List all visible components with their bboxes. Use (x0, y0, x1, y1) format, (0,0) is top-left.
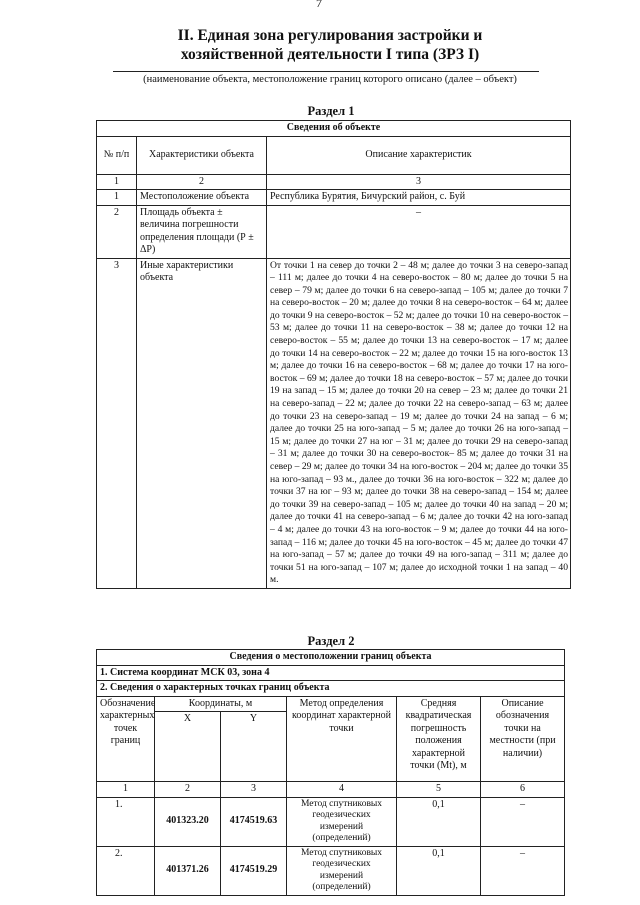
table-row (97, 190, 571, 206)
row-description: От точки 1 на север до точки 2 – 48 м; далее до точки 3 на северо-запад – 111 м; далее до точки 4 на северо-восток – 80 м; далее до точки 5 на север – 79 м; далее до точки 6 на северо-запад – 105 м; далее до точки 7 на северо-восток – 20 м; далее до точки 8 на северо-восток – 64 м; далее до точки 9 на северо-восток – 52 м; далее до точки 10 на северо-восток – 53 м; далее до точки 11 на северо-восток – 38 м; далее до точки 12 на северо-восток – 55 м; далее до точки 13 на северо-восток – 17 м; далее до точки 14 на северо-восток – 22 м; далее до точки 15 на юго-восток 13 м; далее до точки 16 на северо-восток – 68 м; далее до точки 17 на юго-восток – 69 м; далее до точки 18 на северо-восток – 57 м; далее до точки 19 на запад – 15 м; далее до точки 20 на север – 23 м; далее до точки 21 на северо-запад – 22 м; далее до точки 22 на северо-запад – 63 м; далее до точки 23 на северо-запад – 19 м; далее до точки 24 на запад – 6 м; далее до точки 25 на юго-запад – 5 м; далее до точки 26 на юго-запад – 15 м; далее до точки 27 на юг – 31 м; далее до точки 29 на северо-запад – 31 м; далее до точки 30 на северо-восток– 85 м; далее до точки 31 на север – 29 м; далее до точки 34 на юго-восток – 204 м; далее до точки 35 на юго-запад – 93 м., далее до точки 36 на юго-восток – 322 м; далее до точки 37 на юг – 93 м; далее до точки 38 на северо-запад – 154 м; далее до точки 39 на северо-запад – 105 м; далее до точки 40 на запад – 20 м; далее до точки 41 на северо-запад – 6 м; далее до точки 42 на юго-запад – 4 м; далее до точки 43 на юго-восток – 9 м; далее до точки 44 на юго-запад – 116 м; далее до точки 45 на юго-восток – 45 м; далее до точки 47 на юго-запад – 57 м; далее до точки 49 на юго-запад – 311 м; далее до точки 51 на юго-запад – 107 м; далее до исходной точки 1 на запад – 40 м. (267, 258, 571, 588)
title-underline (113, 71, 539, 72)
section-2-heading: Раздел 2 (307, 634, 355, 648)
column-number-3: 3 (221, 782, 287, 798)
row-number: 2 (97, 205, 137, 258)
document-subtitle: (наименование объекта, местоположение границ которого описано (далее – объект) (143, 74, 517, 85)
column-number-2: 2 (137, 174, 267, 190)
boundary-points-table (96, 649, 565, 896)
header-y: Y (221, 712, 287, 782)
point-label: 2. (97, 846, 155, 895)
point-y: 4174519.63 (221, 797, 287, 846)
column-number-3: 3 (267, 174, 571, 190)
column-number-2: 2 (155, 782, 221, 798)
point-description: – (481, 797, 565, 846)
point-description: – (481, 846, 565, 895)
section-1-heading: Раздел 1 (307, 104, 355, 118)
object-info-table (96, 120, 571, 589)
table-row (97, 797, 565, 846)
column-number-1: 1 (97, 782, 155, 798)
row-description: – (267, 205, 571, 258)
point-method: Метод спутниковых геодезических измерений (определений) (287, 797, 397, 846)
point-label: 1. (97, 797, 155, 846)
page-number: 7 (316, 0, 322, 10)
point-error: 0,1 (397, 846, 481, 895)
point-error: 0,1 (397, 797, 481, 846)
points-section-title: 2. Сведения о характерных точках границ объекта (97, 681, 565, 697)
header-method: Метод определения координат характерной точки (287, 696, 397, 782)
header-error: Средняя квадратическая погрешность положения характерной точки (Mt), м (397, 696, 481, 782)
header-number: № п/п (97, 136, 137, 174)
table-row (97, 205, 571, 258)
row-characteristic: Местоположение объекта (137, 190, 267, 206)
header-point-description: Описание обозначения точки на местности (при наличии) (481, 696, 565, 782)
row-number: 3 (97, 258, 137, 588)
title-line-1: II. Единая зона регулирования застройки и (177, 27, 483, 44)
object-info-table-title: Сведения об объекте (97, 121, 571, 137)
table-row (97, 846, 565, 895)
document-title (90, 26, 570, 64)
coordinate-system: 1. Система координат МСК 03, зона 4 (97, 665, 565, 681)
table-row (97, 258, 571, 588)
row-characteristic: Иные характеристики объекта (137, 258, 267, 588)
row-characteristic: Площадь объекта ± величина погрешности определения площади (Р ± ΔР) (137, 205, 267, 258)
title-line-2: хозяйственной деятельности I типа (ЗРЗ I) (180, 46, 480, 63)
column-number-4: 4 (287, 782, 397, 798)
row-description: Республика Бурятия, Бичурский район, с. Буй (267, 190, 571, 206)
point-method: Метод спутниковых геодезических измерений (определений) (287, 846, 397, 895)
header-coordinates: Координаты, м (155, 696, 287, 712)
point-x: 401371.26 (155, 846, 221, 895)
header-x: X (155, 712, 221, 782)
header-characteristic: Характеристики объекта (137, 136, 267, 174)
header-point-label: Обозначение характерных точек границ (97, 696, 155, 782)
point-y: 4174519.29 (221, 846, 287, 895)
column-number-5: 5 (397, 782, 481, 798)
column-number-6: 6 (481, 782, 565, 798)
column-number-1: 1 (97, 174, 137, 190)
row-number: 1 (97, 190, 137, 206)
boundary-table-title: Сведения о местоположении границ объекта (97, 650, 565, 666)
point-x: 401323.20 (155, 797, 221, 846)
header-description: Описание характеристик (267, 136, 571, 174)
